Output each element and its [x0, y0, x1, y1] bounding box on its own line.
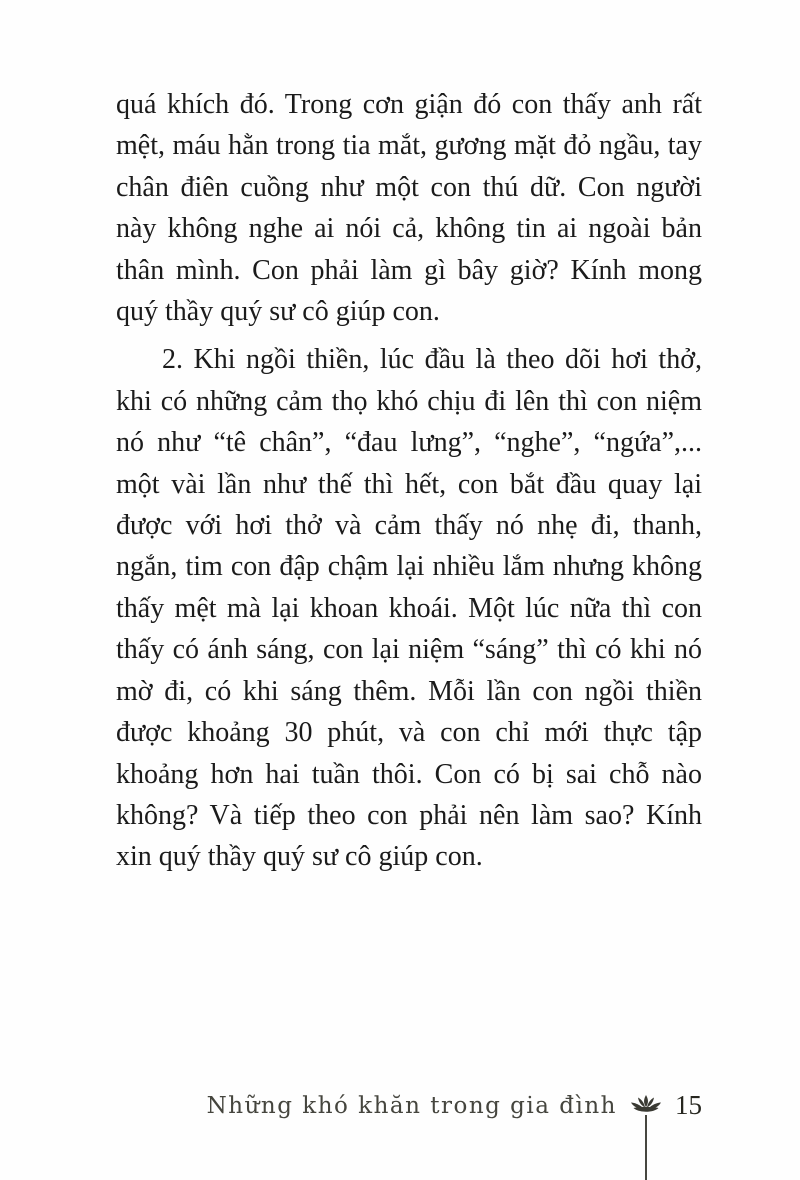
- page-footer: [207, 1090, 702, 1121]
- lotus-icon: [629, 1094, 663, 1118]
- paragraph: 2. Khi ngồi thiền, lúc đầu là theo dõi hơi thở, khi có những cảm thọ khó chịu đi lên thì con niệm nó như “tê chân”, “đau lưng”, “nghe”, “ngứa”,... một vài lần như thế thì hết, con bắt đầu quay lại được với hơi thở và cảm thấy nó nhẹ đi, thanh, ngắn, tim con đập chậm lại nhiều lắm nhưng không thấy mệt mà lại khoan khoái. Một lúc nữa thì con thấy có ánh sáng, con lại niệm “sáng” thì có khi nó mờ đi, có khi sáng thêm. Mỗi lần con ngồi thiền được khoảng 30 phút, và con chỉ mới thực tập khoảng hơn hai tuần thôi. Con có bị sai chỗ nào không? Và tiếp theo con phải nên làm sao? Kính xin quý thầy quý sư cô giúp con.: [116, 344, 702, 873]
- lotus-stem: [645, 1115, 647, 1180]
- paragraph: quá khích đó. Trong cơn giận đó con thấy anh rất mệt, máu hằn trong tia mắt, gương mặt đỏ ngầu, tay chân điên cuồng như một con thú dữ. Con người này không nghe ai nói cả, không tin ai ngoài bản thân mình. Con phải làm gì bây giờ? Kính mong quý thầy quý sư cô giúp con.: [116, 89, 702, 328]
- page-text-block: [116, 84, 702, 878]
- running-title: Những khó khăn trong gia đình: [206, 1092, 617, 1119]
- page-number: 15: [675, 1090, 702, 1120]
